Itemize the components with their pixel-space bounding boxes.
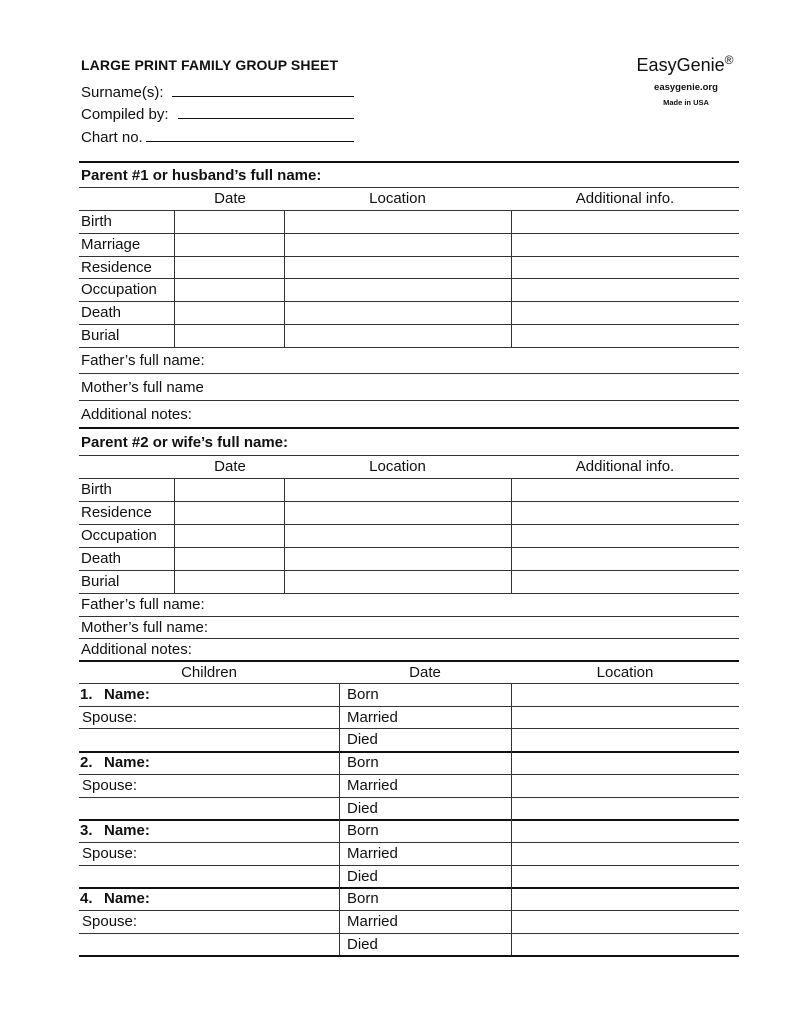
parent2-date-cell[interactable] (175, 501, 284, 524)
children-col-location: Location (596, 664, 654, 681)
column-divider (511, 478, 512, 593)
parent2-col-location: Location (369, 458, 426, 475)
child-died-location-cell[interactable] (512, 865, 739, 888)
divider (79, 955, 739, 957)
parent1-info-cell[interactable] (512, 233, 739, 256)
parent2-event-label: Occupation (81, 527, 157, 544)
surname-label: Surname(s): (81, 84, 164, 101)
parent1-info-cell[interactable] (512, 256, 739, 279)
child-born-label: Born (347, 686, 379, 703)
child-name-label: Name: (104, 822, 150, 840)
child-born-date-cell[interactable] (340, 683, 510, 706)
child-born-location-cell[interactable] (512, 819, 739, 842)
divider (79, 933, 339, 934)
parent1-location-cell[interactable] (285, 210, 511, 233)
child-died-label: Died (347, 935, 378, 953)
parent2-event-label: Residence (81, 504, 152, 521)
parent2-col-date: Date (214, 458, 246, 475)
brand-name: EasyGenie (636, 55, 725, 75)
parent2-heading: Parent #2 or wife’s full name: (81, 434, 289, 451)
parent1-date-cell[interactable] (175, 233, 284, 256)
divider (79, 706, 339, 707)
child-number: 3. (80, 822, 93, 840)
parent2-col-info: Additional info. (575, 458, 675, 475)
divider (79, 373, 739, 374)
child-married-date-cell[interactable] (340, 706, 510, 729)
child-married-date-cell[interactable] (340, 774, 510, 797)
parent1-location-cell[interactable] (285, 256, 511, 279)
column-divider (511, 210, 512, 347)
child-died-label: Died (347, 867, 378, 885)
divider (79, 797, 339, 798)
child-number: 1. (80, 686, 93, 703)
divider (79, 910, 339, 911)
child-died-label: Died (347, 799, 378, 817)
divider (79, 774, 339, 775)
parent1-date-cell[interactable] (175, 301, 284, 324)
parent1-location-cell[interactable] (285, 301, 511, 324)
child-married-location-cell[interactable] (512, 910, 739, 933)
compiled-by-line (178, 118, 354, 119)
column-divider (284, 478, 285, 593)
chart-no-label: Chart no. (81, 129, 143, 146)
surname-field[interactable] (81, 84, 164, 101)
divider (79, 616, 739, 617)
child-died-label: Died (347, 731, 378, 749)
parent2-date-cell[interactable] (175, 547, 284, 570)
divider (79, 161, 739, 163)
chart-no-line (146, 141, 354, 142)
children-col-date: Date (409, 664, 441, 681)
parent1-date-cell[interactable] (175, 256, 284, 279)
parent1-notes-field[interactable]: Additional notes: (81, 406, 192, 423)
child-born-date-cell[interactable] (340, 887, 510, 910)
parent2-location-cell[interactable] (285, 547, 511, 570)
divider (79, 593, 739, 594)
child-married-location-cell[interactable] (512, 706, 739, 729)
divider (79, 865, 339, 866)
child-born-date-cell[interactable] (340, 751, 510, 774)
child-born-location-cell[interactable] (512, 887, 739, 910)
column-divider (339, 683, 340, 955)
parent2-event-label: Burial (81, 573, 120, 590)
brand-url: easygenie.org (654, 82, 718, 93)
compiled-by-field[interactable] (81, 106, 169, 123)
parent2-date-cell[interactable] (175, 524, 284, 547)
divider (79, 455, 739, 456)
child-died-date-cell[interactable] (340, 933, 510, 956)
child-spouse-field[interactable]: Spouse: (82, 708, 138, 726)
made-in-label: Made in USA (663, 98, 709, 107)
child-died-date-cell[interactable] (340, 728, 510, 751)
divider (79, 728, 339, 729)
parent1-col-date: Date (214, 190, 246, 207)
child-name-label: Name: (104, 890, 150, 908)
child-died-location-cell[interactable] (512, 797, 739, 820)
child-died-location-cell[interactable] (512, 933, 739, 956)
parent1-info-cell[interactable] (512, 324, 739, 347)
child-died-date-cell[interactable] (340, 797, 510, 820)
divider (79, 660, 739, 662)
child-died-location-cell[interactable] (512, 728, 739, 751)
parent2-location-cell[interactable] (285, 524, 511, 547)
parent2-event-label: Death (81, 550, 122, 567)
brand-logo (620, 55, 750, 76)
divider (79, 347, 739, 348)
parent2-event-label: Birth (81, 481, 112, 498)
child-born-location-cell[interactable] (512, 683, 739, 706)
parent1-info-cell[interactable] (512, 278, 739, 301)
parent1-date-cell[interactable] (175, 278, 284, 301)
parent1-location-cell[interactable] (285, 278, 511, 301)
parent1-event-label: Marriage (81, 235, 141, 253)
child-number: 2. (80, 754, 93, 772)
child-born-label: Born (347, 890, 379, 908)
parent1-location-cell[interactable] (285, 233, 511, 256)
parent1-mother-field[interactable]: Mother’s full name (81, 379, 204, 396)
column-divider (511, 683, 512, 955)
parent2-info-cell[interactable] (512, 547, 739, 570)
chart-no-field[interactable] (81, 129, 143, 146)
parent1-heading: Parent #1 or husband’s full name: (81, 167, 322, 184)
parent2-location-cell[interactable] (285, 501, 511, 524)
parent2-date-cell[interactable] (175, 478, 284, 501)
registered-mark: ® (724, 53, 734, 67)
child-spouse-field[interactable]: Spouse: (82, 776, 138, 794)
parent1-info-cell[interactable] (512, 210, 739, 233)
divider (79, 187, 739, 188)
parent1-col-info: Additional info. (575, 190, 675, 207)
parent2-date-cell[interactable] (175, 570, 284, 593)
parent2-father-field[interactable]: Father’s full name: (81, 596, 205, 613)
parent1-col-location: Location (369, 190, 426, 207)
divider (79, 638, 739, 639)
child-married-date-cell[interactable] (340, 842, 510, 865)
parent2-info-cell[interactable] (512, 478, 739, 501)
child-name-field[interactable] (80, 754, 150, 772)
child-married-date-cell[interactable] (340, 910, 510, 933)
parent2-info-cell[interactable] (512, 570, 739, 593)
child-died-date-cell[interactable] (340, 865, 510, 888)
parent1-event-label: Occupation (81, 281, 157, 299)
parent1-event-label: Birth (81, 213, 112, 230)
parent2-location-cell[interactable] (285, 570, 511, 593)
parent1-date-cell[interactable] (175, 210, 284, 233)
child-born-date-cell[interactable] (340, 819, 510, 842)
parent2-location-cell[interactable] (285, 478, 511, 501)
divider (79, 427, 739, 429)
child-name-label: Name: (104, 686, 150, 703)
parent2-notes-field[interactable]: Additional notes: (81, 641, 192, 658)
parent2-mother-field[interactable]: Mother’s full name: (81, 619, 209, 636)
child-spouse-field[interactable]: Spouse: (82, 913, 138, 930)
parent1-event-label: Death (81, 304, 122, 322)
parent2-info-cell[interactable] (512, 501, 739, 524)
parent1-location-cell[interactable] (285, 324, 511, 347)
child-married-label: Married (347, 913, 398, 930)
column-divider (284, 210, 285, 347)
parent1-event-label: Burial (81, 327, 120, 344)
child-name-field[interactable] (80, 686, 150, 704)
parent1-event-label: Residence (81, 258, 152, 276)
child-name-field[interactable] (80, 890, 150, 908)
child-name-label: Name: (104, 754, 150, 772)
child-spouse-field[interactable]: Spouse: (82, 844, 138, 862)
parent1-father-field[interactable]: Father’s full name: (81, 352, 205, 369)
parent2-info-cell[interactable] (512, 524, 739, 547)
column-divider (174, 478, 175, 593)
surname-line (172, 96, 354, 97)
parent1-date-cell[interactable] (175, 324, 284, 347)
sheet-title: LARGE PRINT FAMILY GROUP SHEET (81, 57, 339, 73)
child-married-label: Married (347, 776, 398, 794)
column-divider (174, 210, 175, 347)
compiled-by-label: Compiled by: (81, 106, 169, 123)
child-name-field[interactable] (80, 822, 150, 840)
child-born-location-cell[interactable] (512, 751, 739, 774)
child-born-label: Born (347, 754, 379, 772)
child-born-label: Born (347, 822, 379, 840)
child-married-location-cell[interactable] (512, 842, 739, 865)
divider (79, 400, 739, 401)
children-col-children: Children (181, 664, 237, 681)
divider (79, 842, 339, 843)
parent1-info-cell[interactable] (512, 301, 739, 324)
child-married-label: Married (347, 844, 398, 862)
child-number: 4. (80, 890, 93, 908)
child-married-location-cell[interactable] (512, 774, 739, 797)
child-married-label: Married (347, 708, 398, 726)
